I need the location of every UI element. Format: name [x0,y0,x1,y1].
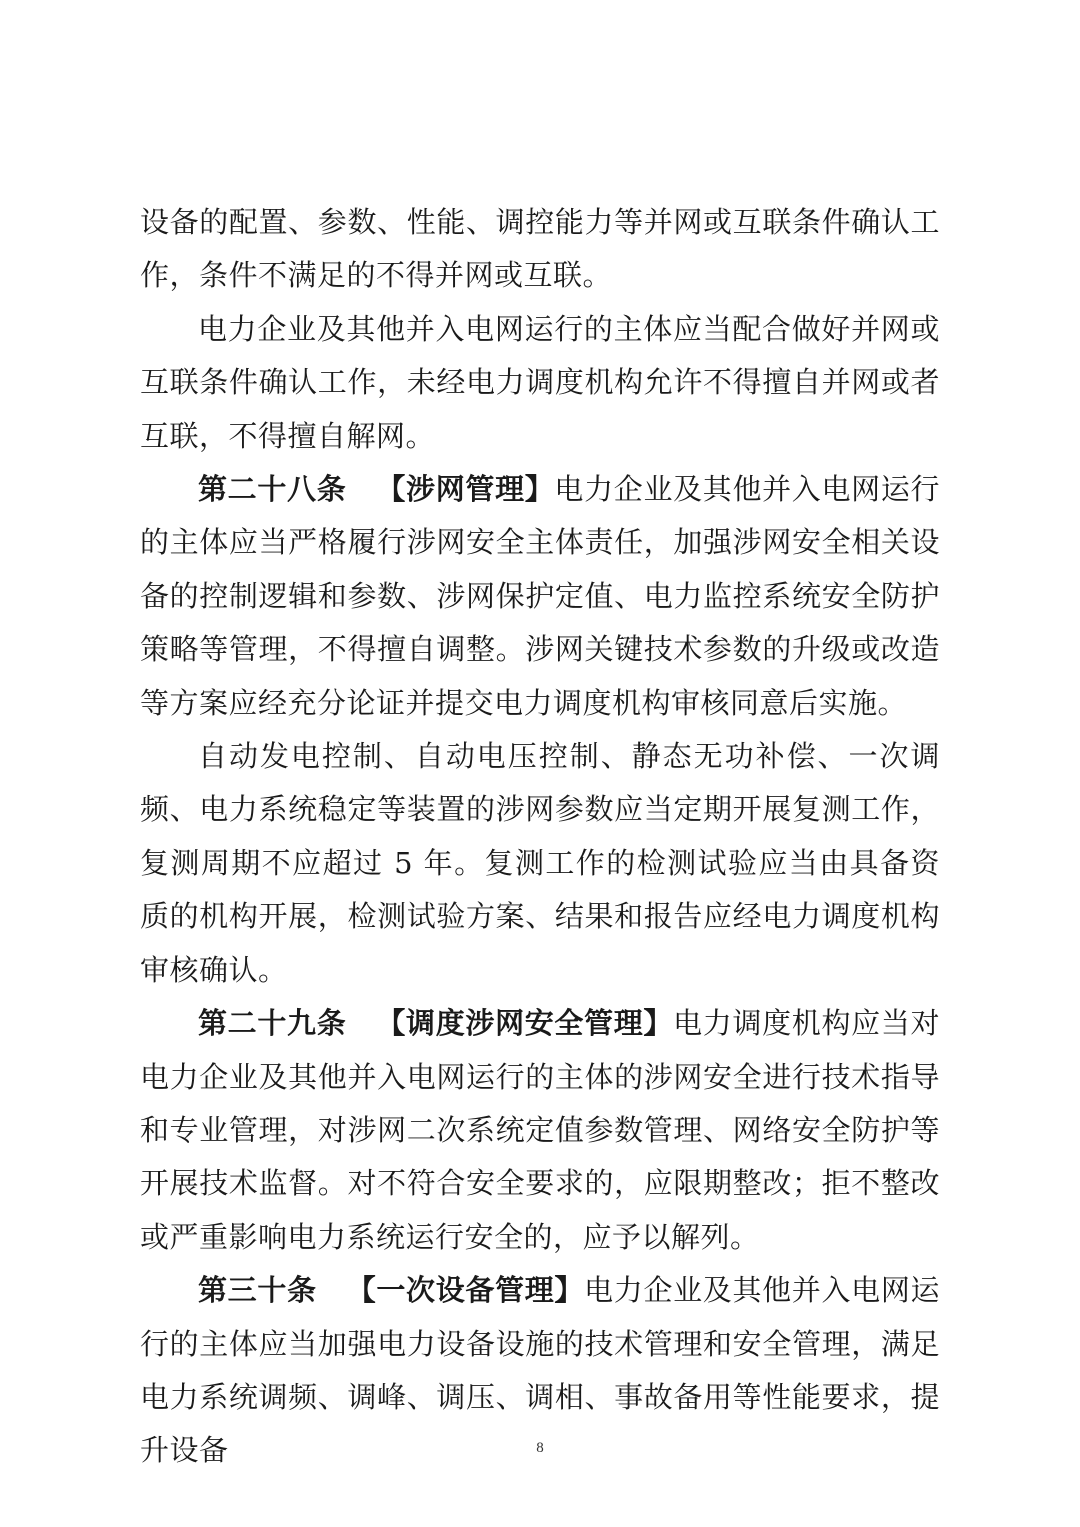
article-title: 【涉网管理】 [376,472,555,507]
paragraph-continuation [140,196,940,303]
document-body [140,196,940,1478]
article-number: 第二十九条 [198,1006,347,1041]
paragraph-text: 设备的配置、参数、性能、调控能力等并网或互联条件确认工作，条件不满足的不得并网或互联。 [140,205,940,293]
paragraph-text: 自动发电控制、自动电压控制、静态无功补偿、一次调频、电力系统稳定等装置的涉网参数应当定期开展复测工作，复测周期不应超过 5 年。复测工作的检测试验应当由具备资质的机构开展，检测试验方案、结果和报告应经电力调度机构审核确认。 [140,739,940,987]
article-title: 【调度涉网安全管理】 [376,1006,674,1041]
article-number: 第二十八条 [198,472,347,507]
paragraph-text: 电力企业及其他并入电网运行的主体应当配合做好并网或互联条件确认工作，未经电力调度机构允许不得擅自并网或者互联，不得擅自解网。 [140,311,940,453]
page-number: 8 [536,1440,544,1456]
article-text: 电力企业及其他并入电网运行的主体应当加强电力设备设施的技术管理和安全管理，满足电力系统调频、调峰、调压、调相、事故备用等性能要求，提升设备 [140,1273,940,1468]
article-29 [140,997,940,1264]
article-28 [140,463,940,730]
article-title: 【一次设备管理】 [346,1273,585,1308]
article-number: 第三十条 [198,1273,317,1308]
article-text: 电力企业及其他并入电网运行的主体应当严格履行涉网安全主体责任，加强涉网安全相关设备的控制逻辑和参数、涉网保护定值、电力监控系统安全防护策略等管理，不得擅自调整。涉网关键技术参数的升级或改造等方案应经充分论证并提交电力调度机构审核同意后实施。 [140,472,940,720]
paragraph-grid-confirmation [140,303,940,463]
article-text: 电力调度机构应当对电力企业及其他并入电网运行的主体的涉网安全进行技术指导和专业管理，对涉网二次系统定值参数管理、网络安全防护等开展技术监督。对不符合安全要求的，应限期整改；拒不整改或严重影响电力系统运行安全的，应予以解列。 [140,1006,940,1254]
paragraph-retest [140,730,940,997]
